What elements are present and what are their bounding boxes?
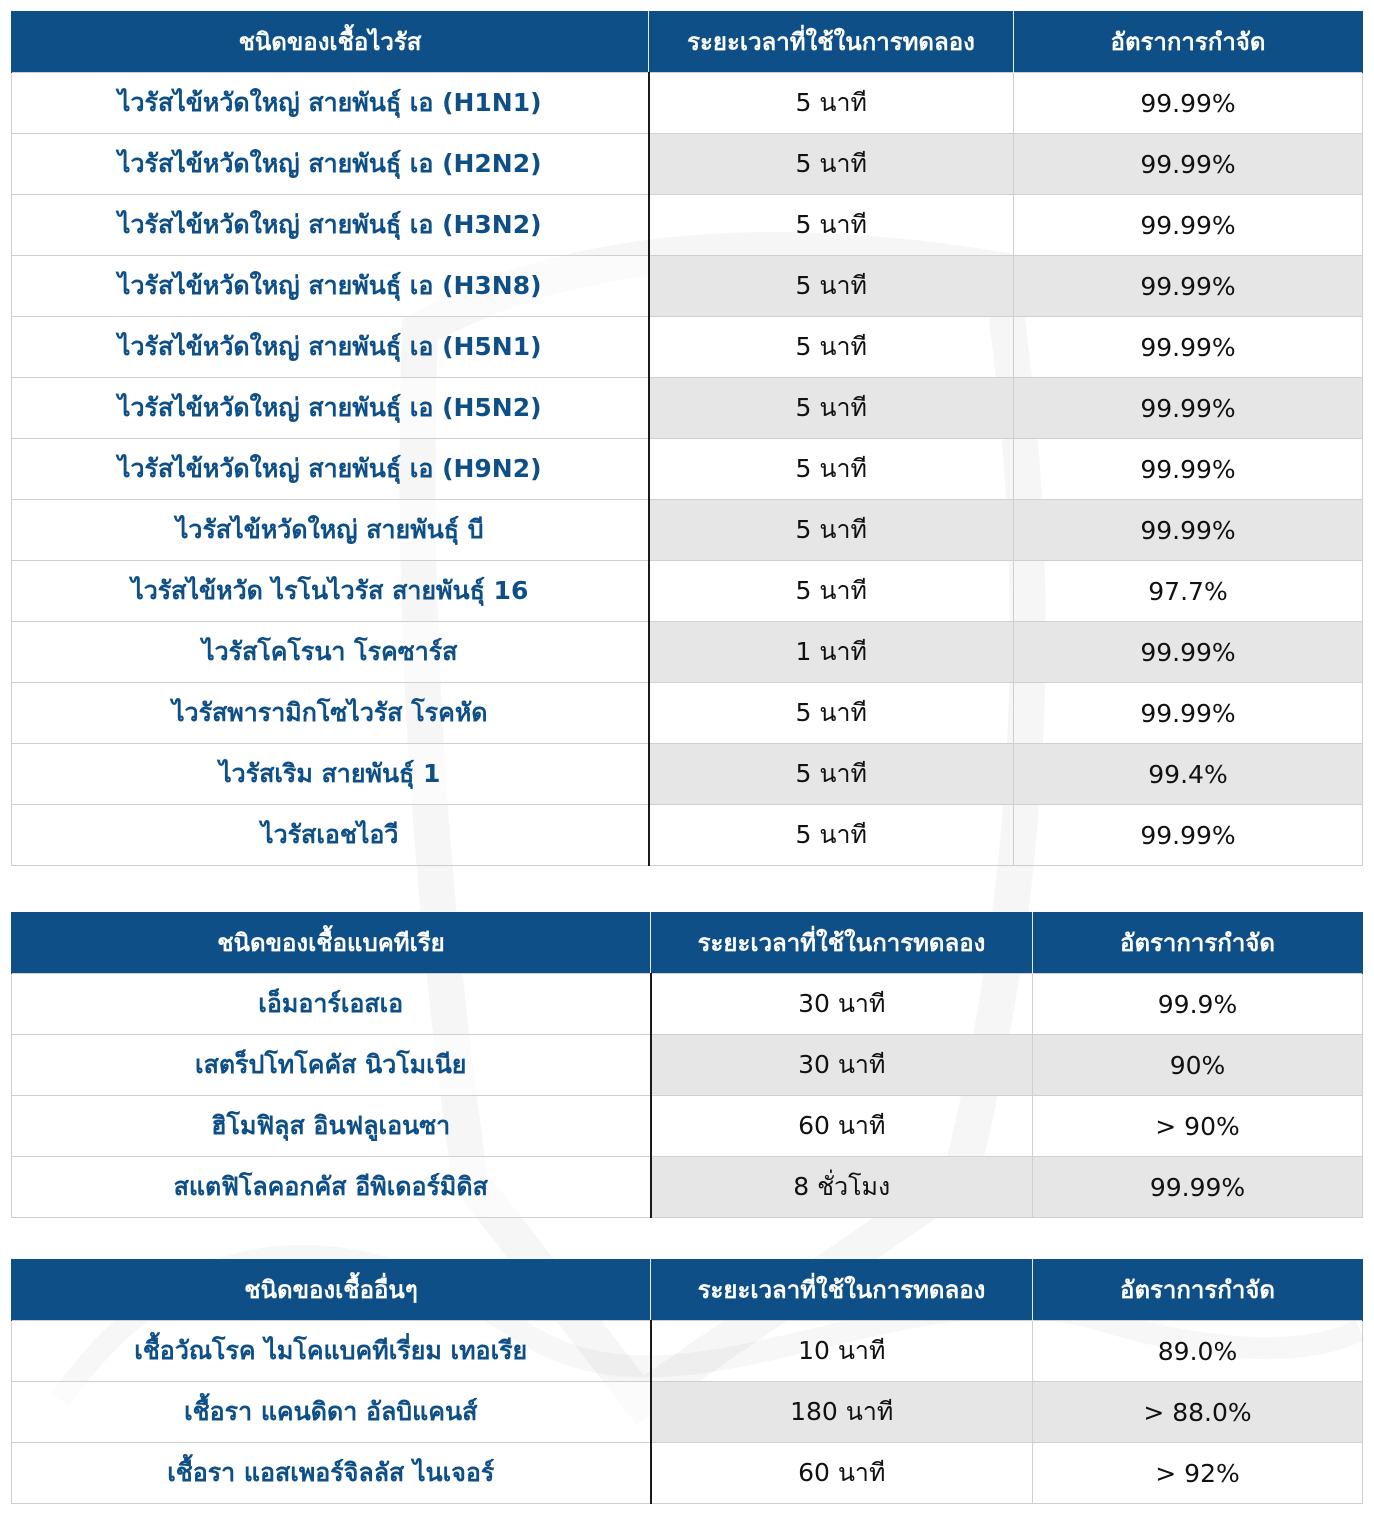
elimination-rate: 99.99% [1014, 378, 1363, 439]
table-row [12, 805, 1363, 866]
table-row [12, 500, 1363, 561]
pathogen-name: ไวรัสโคโรนา โรคซาร์ส [12, 622, 649, 683]
header-bacteria-type: ชนิดของเชื้อแบคทีเรีย [12, 912, 651, 974]
pathogen-name: เอ็มอาร์เอสเอ [12, 974, 651, 1035]
test-duration: 60 นาที [651, 1443, 1033, 1504]
elimination-rate: 99.99% [1014, 134, 1363, 195]
elimination-rate: 99.99% [1014, 622, 1363, 683]
table-row [12, 1382, 1363, 1443]
table-row [12, 683, 1363, 744]
table-row [12, 974, 1363, 1035]
test-duration: 5 นาที [649, 500, 1014, 561]
test-duration: 5 นาที [649, 378, 1014, 439]
elimination-rate: 90% [1033, 1035, 1363, 1096]
test-duration: 5 นาที [649, 134, 1014, 195]
header-elimination-rate: อัตราการกำจัด [1033, 912, 1363, 974]
header-test-duration: ระยะเวลาที่ใช้ในการทดลอง [651, 912, 1033, 974]
header-elimination-rate: อัตราการกำจัด [1014, 11, 1363, 73]
elimination-rate: 99.99% [1014, 195, 1363, 256]
test-duration: 180 นาที [651, 1382, 1033, 1443]
table-row [12, 378, 1363, 439]
header-elimination-rate: อัตราการกำจัด [1033, 1259, 1363, 1321]
test-duration: 5 นาที [649, 73, 1014, 134]
table-row [12, 1096, 1363, 1157]
pathogen-name: ไวรัสไข้หวัดใหญ่ สายพันธุ์ เอ (H2N2) [12, 134, 649, 195]
elimination-rate: 99.4% [1014, 744, 1363, 805]
pathogen-name: ไวรัสไข้หวัด ไรโนไวรัส สายพันธุ์ 16 [12, 561, 649, 622]
elimination-rate: 99.99% [1014, 439, 1363, 500]
header-virus-type: ชนิดของเชื้อไวรัส [12, 11, 649, 73]
elimination-rate: 99.99% [1014, 73, 1363, 134]
test-duration: 5 นาที [649, 256, 1014, 317]
pathogen-name: ไวรัสเอชไอวี [12, 805, 649, 866]
table-header-row [12, 912, 1363, 974]
pathogen-name: ไวรัสเริม สายพันธุ์ 1 [12, 744, 649, 805]
table-header-row [12, 1259, 1363, 1321]
pathogen-name: เสตร็ปโทโคคัส นิวโมเนีย [12, 1035, 651, 1096]
test-duration: 1 นาที [649, 622, 1014, 683]
test-duration: 5 นาที [649, 561, 1014, 622]
pathogen-name: ฮิโมฟิลุส อินฟลูเอนซา [12, 1096, 651, 1157]
table-row [12, 134, 1363, 195]
header-test-duration: ระยะเวลาที่ใช้ในการทดลอง [651, 1259, 1033, 1321]
header-other-type: ชนิดของเชื้ออื่นๆ [12, 1259, 651, 1321]
pathogen-name: ไวรัสไข้หวัดใหญ่ สายพันธุ์ เอ (H5N1) [12, 317, 649, 378]
test-duration: 30 นาที [651, 1035, 1033, 1096]
pathogen-name: ไวรัสไข้หวัดใหญ่ สายพันธุ์ เอ (H9N2) [12, 439, 649, 500]
test-duration: 10 นาที [651, 1321, 1033, 1382]
test-duration: 5 นาที [649, 683, 1014, 744]
elimination-rate: 99.99% [1014, 683, 1363, 744]
header-test-duration: ระยะเวลาที่ใช้ในการทดลอง [649, 11, 1014, 73]
pathogen-name: ไวรัสไข้หวัดใหญ่ สายพันธุ์ เอ (H1N1) [12, 73, 649, 134]
elimination-rate: 97.7% [1014, 561, 1363, 622]
pathogen-name: ไวรัสพารามิกโซไวรัส โรคหัด [12, 683, 649, 744]
test-duration: 8 ชั่วโมง [651, 1157, 1033, 1218]
pathogen-name: ไวรัสไข้หวัดใหญ่ สายพันธุ์ เอ (H3N2) [12, 195, 649, 256]
table-row [12, 1321, 1363, 1382]
elimination-rate: 99.99% [1014, 256, 1363, 317]
pathogen-name: ไวรัสไข้หวัดใหญ่ สายพันธุ์ บี [12, 500, 649, 561]
table-header-row [12, 11, 1363, 73]
table-row [12, 195, 1363, 256]
other-pathogens-table [11, 1259, 1363, 1504]
table-row [12, 561, 1363, 622]
elimination-rate: 89.0% [1033, 1321, 1363, 1382]
elimination-rate: > 92% [1033, 1443, 1363, 1504]
elimination-rate: 99.99% [1014, 317, 1363, 378]
table-row [12, 622, 1363, 683]
test-duration: 5 นาที [649, 317, 1014, 378]
pathogen-name: สแตฟิโลคอกคัส อีพิเดอร์มิดิส [12, 1157, 651, 1218]
table-row [12, 73, 1363, 134]
table-row [12, 1443, 1363, 1504]
pathogen-name: ไวรัสไข้หวัดใหญ่ สายพันธุ์ เอ (H5N2) [12, 378, 649, 439]
table-row [12, 317, 1363, 378]
table-row [12, 1035, 1363, 1096]
table-row [12, 439, 1363, 500]
test-duration: 30 นาที [651, 974, 1033, 1035]
virus-table [11, 11, 1363, 866]
test-duration: 5 นาที [649, 195, 1014, 256]
elimination-rate: 99.99% [1033, 1157, 1363, 1218]
test-duration: 5 นาที [649, 439, 1014, 500]
test-duration: 5 นาที [649, 744, 1014, 805]
elimination-rate: 99.9% [1033, 974, 1363, 1035]
elimination-rate: 99.99% [1014, 500, 1363, 561]
pathogen-name: เชื้อรา แคนดิดา อัลบิแคนส์ [12, 1382, 651, 1443]
table-row [12, 256, 1363, 317]
pathogen-name: เชื้อวัณโรค ไมโคแบคทีเรี่ยม เทอเรีย [12, 1321, 651, 1382]
elimination-rate: > 90% [1033, 1096, 1363, 1157]
bacteria-table [11, 912, 1363, 1218]
elimination-rate: > 88.0% [1033, 1382, 1363, 1443]
test-duration: 5 นาที [649, 805, 1014, 866]
elimination-rate: 99.99% [1014, 805, 1363, 866]
test-duration: 60 นาที [651, 1096, 1033, 1157]
table-row [12, 744, 1363, 805]
pathogen-name: เชื้อรา แอสเพอร์จิลลัส ไนเจอร์ [12, 1443, 651, 1504]
table-row [12, 1157, 1363, 1218]
pathogen-name: ไวรัสไข้หวัดใหญ่ สายพันธุ์ เอ (H3N8) [12, 256, 649, 317]
